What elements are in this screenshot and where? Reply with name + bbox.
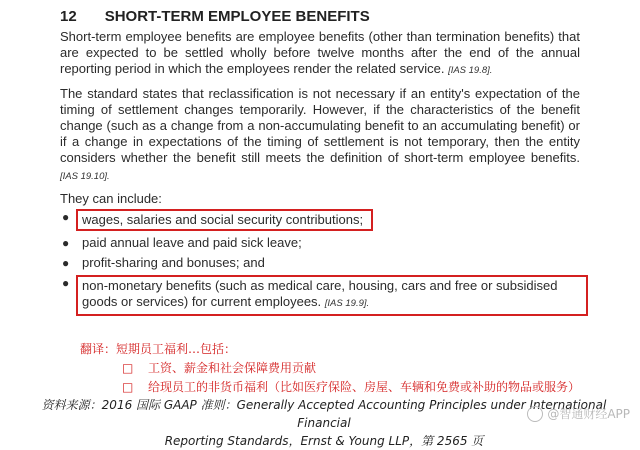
paragraph-reclassification <box>60 86 580 185</box>
watermark <box>527 405 630 422</box>
translation-block <box>80 340 580 397</box>
list-item-text: non-monetary benefits (such as medical care, housing, cars and free or subsidised goods or services) for current employees. <box>82 278 558 310</box>
paragraph-definition <box>60 29 580 80</box>
list-intro: They can include: <box>60 190 162 206</box>
highlight-box <box>76 275 588 316</box>
document-page <box>60 8 580 320</box>
translation-item-text: 工资、薪金和社会保障费用贡献 <box>148 361 317 375</box>
list-item <box>60 209 580 231</box>
source-line: Reporting Standards，Ernst & Young LLP，第 2565 页 <box>164 434 484 448</box>
paragraph-reclassification-ref: [IAS 19.10]. <box>60 170 110 182</box>
section-number: 12 <box>60 8 77 25</box>
paragraph-definition-ref: [IAS 19.8]. <box>448 65 493 77</box>
paragraph-definition-text: Short-term employee benefits are employee benefits (other than termination benefits) that are expected to be settled wholly before twelve months after the end of the annual reporting period in which the employees render the related service. <box>60 29 580 77</box>
section-heading <box>60 8 580 25</box>
paragraph-reclassification-text: The standard states that reclassification is not necessary if an entity's expectation of the timing of settlement changes temporarily. However, if the characteristics of the benefit change (such as a change from a non-accumulating benefit to an accumulating benefit) or if a change in expectations of the timing of settlement is not temporary, then the entity considers whether the benefit still meets the definition of short-term employee benefits. <box>60 85 580 166</box>
checkbox-icon: □ <box>122 380 134 394</box>
bullet-icon: ● <box>62 210 70 225</box>
bullet-icon: ● <box>62 256 70 271</box>
watermark-text: @智通财经APP <box>547 407 630 421</box>
section-title: SHORT-TERM EMPLOYEE BENEFITS <box>104 8 370 25</box>
list-item <box>60 235 580 251</box>
list-item-ref: [IAS 19.9]. <box>324 298 370 310</box>
list-item <box>60 275 580 316</box>
list-item-text: paid annual leave and paid sick leave; <box>82 235 302 251</box>
bullet-icon: ● <box>62 276 70 291</box>
benefits-list <box>60 209 580 316</box>
checkbox-icon: □ <box>122 361 134 375</box>
bullet-icon: ● <box>62 236 70 251</box>
list-item <box>60 255 580 271</box>
translation-item <box>122 378 580 397</box>
translation-item <box>122 359 580 378</box>
source-line: 资料来源：2016 国际 GAAP 准则：Generally Accepted Accounting Principles under International Financial <box>41 398 607 430</box>
list-item-text: wages, salaries and social security contributions; <box>82 212 364 228</box>
translation-item-text: 给现员工的非货币福利（比如医疗保险、房屋、车辆和免费或补助的物品或服务） <box>148 380 581 394</box>
highlight-box <box>76 209 373 231</box>
watermark-logo-icon <box>527 406 543 422</box>
translation-heading: 翻译：短期员工福利…包括： <box>80 342 237 356</box>
list-item-text: profit-sharing and bonuses; and <box>82 255 265 271</box>
